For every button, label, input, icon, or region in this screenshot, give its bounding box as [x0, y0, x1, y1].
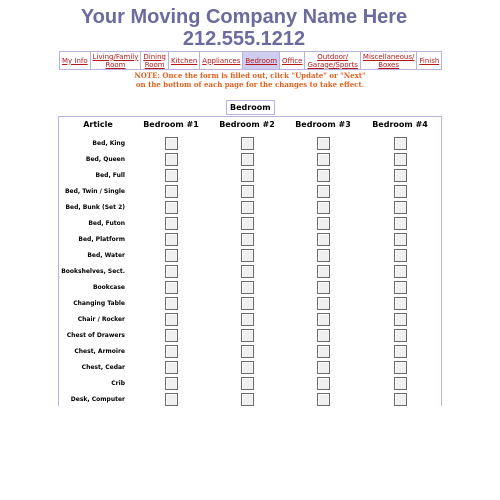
checkbox-bedroom-2[interactable]	[241, 329, 254, 342]
checkbox-bedroom-3[interactable]	[317, 281, 330, 294]
row-label: Bed, Full	[95, 172, 125, 179]
section-nav	[59, 51, 442, 70]
checkbox-bedroom-1[interactable]	[165, 185, 178, 198]
inventory-grid	[58, 116, 442, 406]
checkbox-bedroom-3[interactable]	[317, 249, 330, 262]
checkbox-bedroom-2[interactable]	[241, 377, 254, 390]
checkbox-bedroom-2[interactable]	[241, 233, 254, 246]
checkbox-bedroom-4[interactable]	[394, 377, 407, 390]
column-header-bedroom-3: Bedroom #3	[295, 120, 351, 129]
checkbox-bedroom-4[interactable]	[394, 185, 407, 198]
nav-link[interactable]	[143, 53, 166, 69]
row-label: Bed, Queen	[85, 156, 125, 163]
checkbox-bedroom-2[interactable]	[241, 137, 254, 150]
checkbox-bedroom-4[interactable]	[394, 313, 407, 326]
nav-link-text: Office	[282, 56, 303, 65]
checkbox-bedroom-3[interactable]	[317, 169, 330, 182]
column-header-article: Article	[83, 120, 113, 129]
checkbox-bedroom-3[interactable]	[317, 233, 330, 246]
checkbox-bedroom-1[interactable]	[165, 249, 178, 262]
row-label: Chest, Armoire	[74, 348, 125, 355]
row-label: Desk, Computer	[70, 396, 125, 403]
nav-link[interactable]	[282, 57, 302, 65]
checkbox-bedroom-4[interactable]	[394, 345, 407, 358]
checkbox-bedroom-1[interactable]	[165, 217, 178, 230]
row-label: Chest, Cedar	[81, 364, 125, 371]
note-line-1: NOTE: Once the form is filled out, click "Update" or "Next"	[134, 71, 366, 80]
column-header-bedroom-4: Bedroom #4	[372, 120, 428, 129]
checkbox-bedroom-1[interactable]	[165, 297, 178, 310]
checkbox-bedroom-3[interactable]	[317, 185, 330, 198]
checkbox-bedroom-1[interactable]	[165, 329, 178, 342]
nav-link[interactable]	[62, 57, 88, 65]
checkbox-bedroom-4[interactable]	[394, 249, 407, 262]
row-label: Changing Table	[73, 300, 125, 307]
row-label: Bed, Bunk (Set 2)	[65, 204, 125, 211]
row-label: Bed, Futon	[88, 220, 125, 227]
nav-link-text: Garage/Sports	[307, 60, 358, 69]
row-label: Bookshelves, Sect.	[61, 268, 125, 275]
nav-link-text: My Info	[62, 56, 88, 65]
column-header-bedroom-1: Bedroom #1	[143, 120, 199, 129]
nav-link[interactable]	[363, 53, 414, 69]
checkbox-bedroom-3[interactable]	[317, 393, 330, 406]
nav-link-text: Room	[144, 60, 165, 69]
checkbox-bedroom-4[interactable]	[394, 201, 407, 214]
row-label: Bed, King	[92, 140, 125, 147]
checkbox-bedroom-3[interactable]	[317, 217, 330, 230]
checkbox-bedroom-2[interactable]	[241, 265, 254, 278]
company-phone: 212.555.1212	[182, 28, 306, 50]
nav-tab-appliances[interactable]	[200, 52, 243, 70]
checkbox-bedroom-1[interactable]	[165, 281, 178, 294]
checkbox-bedroom-3[interactable]	[317, 153, 330, 166]
checkbox-bedroom-2[interactable]	[241, 185, 254, 198]
checkbox-bedroom-1[interactable]	[165, 169, 178, 182]
nav-link[interactable]	[171, 57, 197, 65]
nav-link-text: Kitchen	[170, 56, 198, 65]
checkbox-bedroom-2[interactable]	[241, 297, 254, 310]
checkbox-bedroom-3[interactable]	[317, 329, 330, 342]
checkbox-bedroom-1[interactable]	[165, 313, 178, 326]
checkbox-bedroom-2[interactable]	[241, 153, 254, 166]
note-line-2: on the bottom of each page for the changes to take effect.	[135, 80, 365, 89]
nav-link[interactable]	[245, 57, 277, 65]
checkbox-bedroom-4[interactable]	[394, 153, 407, 166]
nav-tab-my-info[interactable]	[60, 52, 91, 70]
nav-link-text: Boxes	[378, 60, 400, 69]
nav-link[interactable]	[93, 53, 139, 69]
checkbox-bedroom-1[interactable]	[165, 233, 178, 246]
checkbox-bedroom-3[interactable]	[317, 377, 330, 390]
checkbox-bedroom-3[interactable]	[317, 345, 330, 358]
checkbox-bedroom-4[interactable]	[394, 281, 407, 294]
checkbox-bedroom-4[interactable]	[394, 297, 407, 310]
row-label: Bed, Platform	[78, 236, 125, 243]
checkbox-bedroom-1[interactable]	[165, 393, 178, 406]
checkbox-bedroom-2[interactable]	[241, 249, 254, 262]
checkbox-bedroom-1[interactable]	[165, 153, 178, 166]
checkbox-bedroom-3[interactable]	[317, 313, 330, 326]
nav-link[interactable]	[307, 53, 357, 69]
nav-tab-dining-room[interactable]	[141, 52, 169, 70]
checkbox-bedroom-1[interactable]	[165, 201, 178, 214]
checkbox-bedroom-1[interactable]	[165, 345, 178, 358]
checkbox-bedroom-2[interactable]	[241, 217, 254, 230]
nav-link[interactable]	[202, 57, 240, 65]
checkbox-bedroom-2[interactable]	[241, 169, 254, 182]
nav-link-text: Living/Family	[92, 52, 139, 61]
checkbox-bedroom-2[interactable]	[241, 393, 254, 406]
checkbox-bedroom-4[interactable]	[394, 361, 407, 374]
nav-tab-office[interactable]	[280, 52, 305, 70]
checkbox-bedroom-3[interactable]	[317, 137, 330, 150]
checkbox-bedroom-2[interactable]	[241, 345, 254, 358]
checkbox-bedroom-4[interactable]	[394, 265, 407, 278]
checkbox-bedroom-3[interactable]	[317, 297, 330, 310]
checkbox-bedroom-1[interactable]	[165, 361, 178, 374]
column-header-bedroom-2: Bedroom #2	[219, 120, 275, 129]
nav-link-text: Bedroom	[245, 56, 278, 65]
checkbox-bedroom-4[interactable]	[394, 217, 407, 230]
nav-tab-miscellaneous-boxes[interactable]	[360, 52, 416, 70]
row-label: Crib	[111, 380, 125, 387]
company-header	[0, 6, 488, 50]
nav-link-text: Dining	[143, 52, 166, 61]
checkbox-bedroom-4[interactable]	[394, 393, 407, 406]
checkbox-bedroom-2[interactable]	[241, 281, 254, 294]
checkbox-bedroom-3[interactable]	[317, 361, 330, 374]
checkbox-bedroom-1[interactable]	[165, 377, 178, 390]
nav-tab-finish[interactable]	[417, 52, 442, 70]
nav-link-text: Finish	[419, 56, 440, 65]
nav-tab-outdoor-garage-sports[interactable]	[305, 52, 360, 70]
checkbox-bedroom-2[interactable]	[241, 361, 254, 374]
checkbox-bedroom-2[interactable]	[241, 201, 254, 214]
nav-link-text: Miscellaneous/	[362, 52, 415, 61]
checkbox-bedroom-4[interactable]	[394, 329, 407, 342]
nav-tab-kitchen[interactable]	[168, 52, 199, 70]
nav-tab-living-family-room[interactable]	[90, 52, 141, 70]
checkbox-bedroom-4[interactable]	[394, 137, 407, 150]
checkbox-bedroom-1[interactable]	[165, 137, 178, 150]
row-label: Bookcase	[92, 284, 125, 291]
checkbox-bedroom-4[interactable]	[394, 169, 407, 182]
checkbox-bedroom-1[interactable]	[165, 265, 178, 278]
checkbox-bedroom-2[interactable]	[241, 313, 254, 326]
nav-link[interactable]	[419, 57, 439, 65]
checkbox-bedroom-3[interactable]	[317, 201, 330, 214]
row-label: Chair / Rocker	[77, 316, 125, 323]
row-label: Chest of Drawers	[66, 332, 125, 339]
nav-link-text: Room	[105, 60, 126, 69]
checkbox-bedroom-3[interactable]	[317, 265, 330, 278]
row-label: Bed, Twin / Single	[64, 188, 125, 195]
row-label: Bed, Water	[87, 252, 125, 259]
checkbox-bedroom-4[interactable]	[394, 233, 407, 246]
section-title: Bedroom	[226, 100, 275, 115]
nav-link-text: Outdoor/	[317, 52, 349, 61]
nav-link-text: Appliances	[202, 56, 241, 65]
nav-tab-bedroom[interactable]	[243, 52, 280, 70]
company-name: Your Moving Company Name Here	[80, 6, 408, 28]
